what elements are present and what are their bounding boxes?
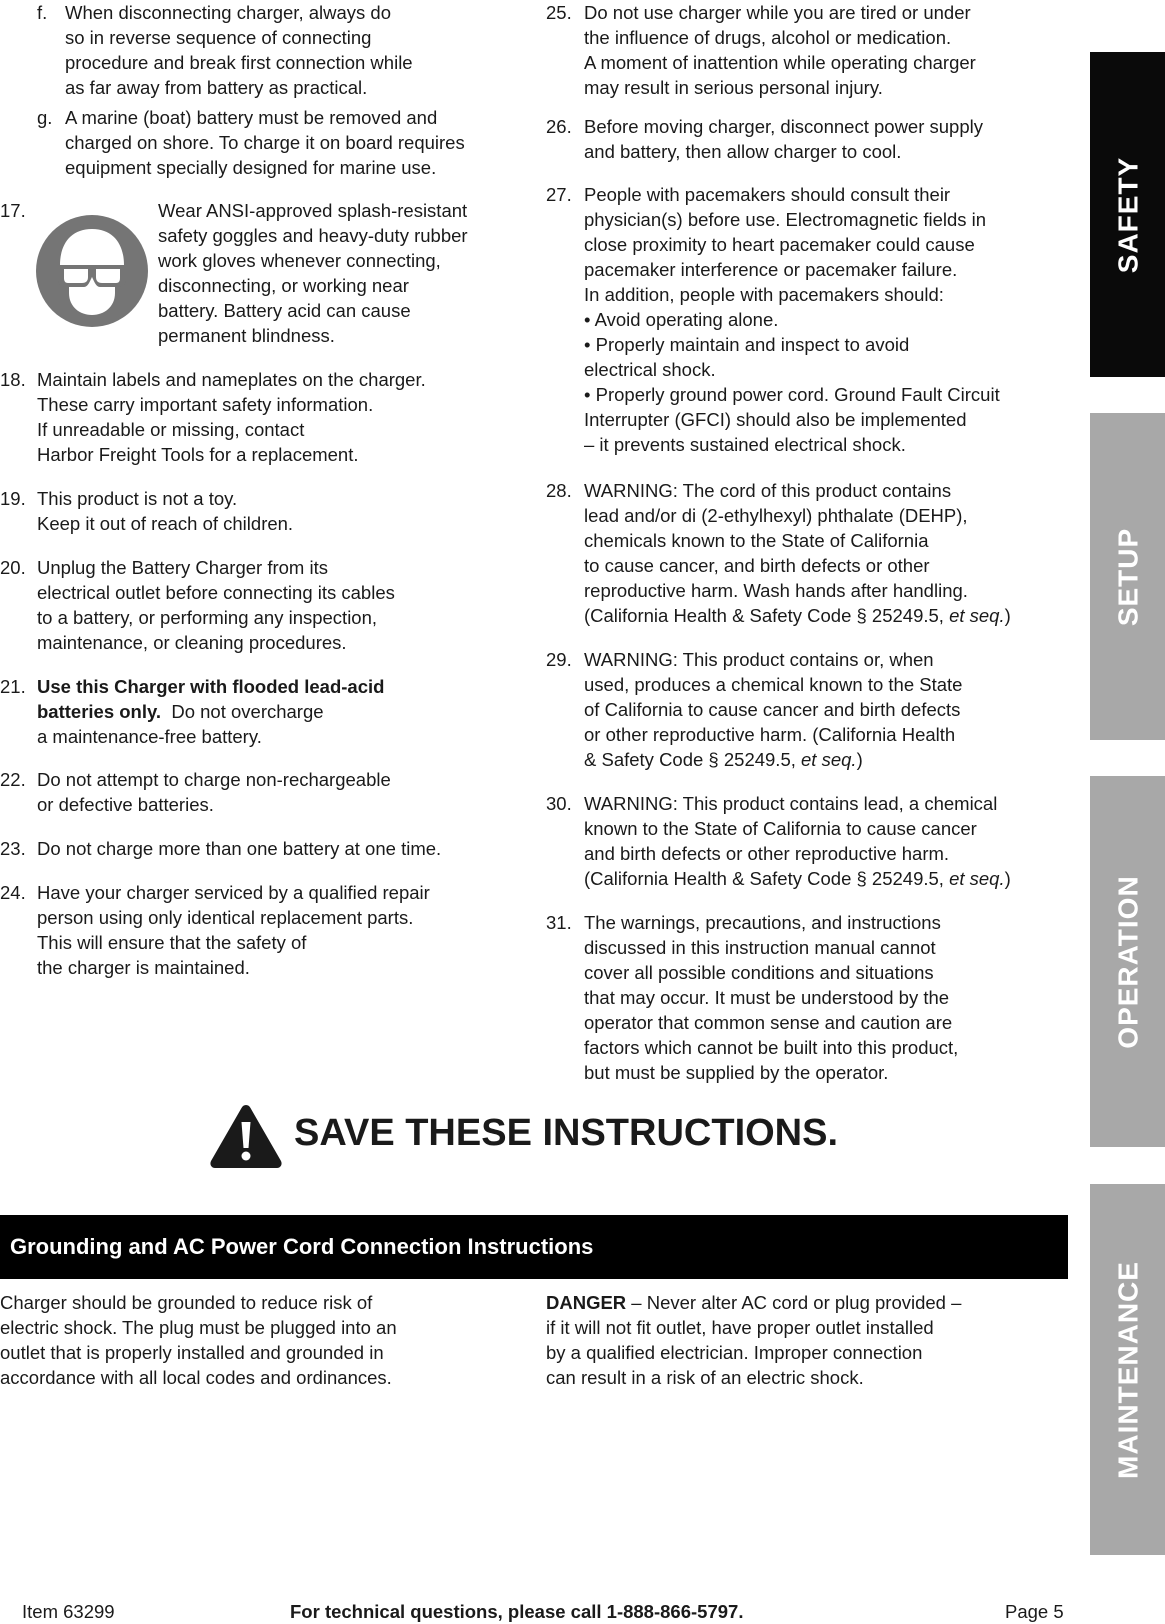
item-text: If unreadable or missing, contact <box>37 419 305 440</box>
item-text: cover all possible conditions and situations <box>584 962 934 983</box>
item-text: Do not use charger while you are tired or under <box>584 2 971 23</box>
item-text: to cause cancer, and birth defects or other <box>584 555 930 576</box>
item-text: the charger is maintained. <box>37 957 250 978</box>
item-label: g. <box>37 107 53 128</box>
tab-setup[interactable] <box>1090 413 1165 740</box>
item-text: permanent blindness. <box>158 325 335 346</box>
item-label: 31. <box>546 912 572 933</box>
item-label: f. <box>37 2 48 23</box>
item-text: battery. Battery acid can cause <box>158 300 411 321</box>
item-text: that may occur. It must be understood by the <box>584 987 950 1008</box>
item-text: These carry important safety information. <box>37 394 374 415</box>
item-text: reproductive harm. Wash hands after handling. <box>584 580 968 601</box>
grounding-danger-paragraph <box>546 1290 1066 1390</box>
item-text: of California to cause cancer and birth defects <box>584 699 961 720</box>
item-text: pacemaker interference or pacemaker failure. <box>584 259 958 280</box>
item-text: Maintain labels and nameplates on the charger. <box>37 369 426 390</box>
grounding-left-paragraph <box>0 1290 520 1390</box>
item-label: 18. <box>0 369 26 390</box>
item-text: work gloves whenever connecting, <box>158 250 441 271</box>
item-text: operator that common sense and caution are <box>584 1012 953 1033</box>
item-text-italic: et seq. <box>949 868 1005 889</box>
item-label: 20. <box>0 557 26 578</box>
item-text: and birth defects or other reproductive harm. <box>584 843 950 864</box>
item-text: This will ensure that the safety of <box>37 932 307 953</box>
item-text: Unplug the Battery Charger from its <box>37 557 328 578</box>
section-title: Grounding and AC Power Cord Connection Instructions <box>10 1234 594 1259</box>
item-text-bold: batteries only. <box>37 701 162 722</box>
danger-label: DANGER <box>546 1292 627 1313</box>
item-label: 29. <box>546 649 572 670</box>
paragraph-text: can result in a risk of an electric shock. <box>546 1367 864 1388</box>
item-text: WARNING: The cord of this product contains <box>584 480 952 501</box>
item-text: Harbor Freight Tools for a replacement. <box>37 444 359 465</box>
footer-page-number: Page 5 <box>1005 1601 1064 1622</box>
item-text: Before moving charger, disconnect power supply <box>584 116 983 137</box>
item-text: charged on shore. To charge it on board requires <box>65 132 465 153</box>
item-text: ) <box>856 749 863 770</box>
item-text: ) <box>1004 605 1011 626</box>
tab-operation[interactable] <box>1090 776 1165 1147</box>
item-text: disconnecting, or working near <box>158 275 409 296</box>
item-text: ) <box>1004 868 1011 889</box>
tab-safety[interactable] <box>1090 52 1165 377</box>
item-label: 23. <box>0 838 26 859</box>
item-text: In addition, people with pacemakers should: <box>584 284 944 305</box>
item-text: procedure and break first connection while <box>65 52 413 73</box>
item-label: 19. <box>0 488 26 509</box>
item-text: Do not charge more than one battery at one time. <box>37 838 442 859</box>
footer-tech-questions: For technical questions, please call 1-888-866-5797. <box>290 1601 744 1622</box>
item-text: Interrupter (GFCI) should also be implemented <box>584 409 967 430</box>
item-text: WARNING: This product contains lead, a chemical <box>584 793 998 814</box>
item-text: A marine (boat) battery must be removed and <box>65 107 438 128</box>
item-text: chemicals known to the State of California <box>584 530 929 551</box>
section-banner <box>0 1215 1068 1279</box>
tab-label: MAINTENANCE <box>1112 1260 1143 1479</box>
item-text: a maintenance-free battery. <box>37 726 262 747</box>
item-text: to a battery, or performing any inspection, <box>37 607 378 628</box>
item-text: • Avoid operating alone. <box>584 309 779 330</box>
paragraph-text: if it will not fit outlet, have proper outlet installed <box>546 1317 934 1338</box>
paragraph-text: electric shock. The plug must be plugged into an <box>0 1317 397 1338</box>
paragraph-text: – Never alter AC cord or plug provided – <box>626 1292 962 1313</box>
warning-triangle-icon <box>208 1102 284 1170</box>
item-text: may result in serious personal injury. <box>584 77 883 98</box>
item-text: Do not attempt to charge non-rechargeable <box>37 769 391 790</box>
item-text: so in reverse sequence of connecting <box>65 27 372 48</box>
item-text-italic: et seq. <box>801 749 857 770</box>
item-text: electrical outlet before connecting its cables <box>37 582 395 603</box>
item-label: 28. <box>546 480 572 501</box>
item-text: This product is not a toy. <box>37 488 238 509</box>
paragraph-text: Charger should be grounded to reduce risk of <box>0 1292 373 1313</box>
item-text: as far away from battery as practical. <box>65 77 368 98</box>
item-text: The warnings, precautions, and instructions <box>584 912 941 933</box>
item-text: • Properly maintain and inspect to avoid <box>584 334 910 355</box>
item-label: 27. <box>546 184 572 205</box>
footer-item-number: Item 63299 <box>22 1601 115 1622</box>
paragraph-text: accordance with all local codes and ordinances. <box>0 1367 392 1388</box>
item-text: People with pacemakers should consult their <box>584 184 951 205</box>
item-text: person using only identical replacement parts. <box>37 907 414 928</box>
item-text: or other reproductive harm. (California Health <box>584 724 956 745</box>
item-label: 22. <box>0 769 26 790</box>
tab-label: OPERATION <box>1112 874 1143 1049</box>
item-label: 21. <box>0 676 26 697</box>
item-text: known to the State of California to cause cancer <box>584 818 977 839</box>
item-text: but must be supplied by the operator. <box>584 1062 889 1083</box>
item-text: Have your charger serviced by a qualified repair <box>37 882 430 903</box>
item-text: WARNING: This product contains or, when <box>584 649 934 670</box>
safety-goggles-icon <box>36 215 148 327</box>
item-text: electrical shock. <box>584 359 716 380</box>
item-text: Do not overcharge <box>161 701 324 722</box>
item-text: the influence of drugs, alcohol or medication. <box>584 27 952 48</box>
save-instructions-title: SAVE THESE INSTRUCTIONS. <box>294 1112 839 1154</box>
item-text: A moment of inattention while operating charger <box>584 52 976 73</box>
item-text: equipment specially designed for marine use. <box>65 157 437 178</box>
item-text: When disconnecting charger, always do <box>65 2 391 23</box>
tab-label: SETUP <box>1112 527 1143 626</box>
item-text-bold: Use this Charger with flooded lead-acid <box>37 676 385 697</box>
tab-maintenance[interactable] <box>1090 1184 1165 1555</box>
item-text: maintenance, or cleaning procedures. <box>37 632 347 653</box>
item-text: & Safety Code § 25249.5, <box>584 749 802 770</box>
item-label: 17. <box>0 200 26 221</box>
item-label: 25. <box>546 2 572 23</box>
item-text: (California Health & Safety Code § 25249.5, <box>584 605 950 626</box>
item-text: used, produces a chemical known to the State <box>584 674 963 695</box>
item-text: Wear ANSI-approved splash-resistant <box>158 200 468 221</box>
item-label: 30. <box>546 793 572 814</box>
item-label: 26. <box>546 116 572 137</box>
item-text: physician(s) before use. Electromagnetic fields in <box>584 209 987 230</box>
item-text: • Properly ground power cord. Ground Fault Circuit <box>584 384 1000 405</box>
paragraph-text: outlet that is properly installed and grounded in <box>0 1342 384 1363</box>
tab-label: SAFETY <box>1112 156 1143 273</box>
item-text: – it prevents sustained electrical shock. <box>584 434 906 455</box>
item-label: 24. <box>0 882 26 903</box>
item-text: safety goggles and heavy-duty rubber <box>158 225 468 246</box>
item-text: Keep it out of reach of children. <box>37 513 294 534</box>
item-text: factors which cannot be built into this product, <box>584 1037 959 1058</box>
item-text: or defective batteries. <box>37 794 214 815</box>
item-text: (California Health & Safety Code § 25249.5, <box>584 868 950 889</box>
item-text-italic: et seq. <box>949 605 1005 626</box>
item-text: close proximity to heart pacemaker could cause <box>584 234 975 255</box>
paragraph-text: by a qualified electrician. Improper connection <box>546 1342 923 1363</box>
item-text: and battery, then allow charger to cool. <box>584 141 902 162</box>
item-text: discussed in this instruction manual cannot <box>584 937 936 958</box>
item-text: lead and/or di (2-ethylhexyl) phthalate (DEHP), <box>584 505 968 526</box>
